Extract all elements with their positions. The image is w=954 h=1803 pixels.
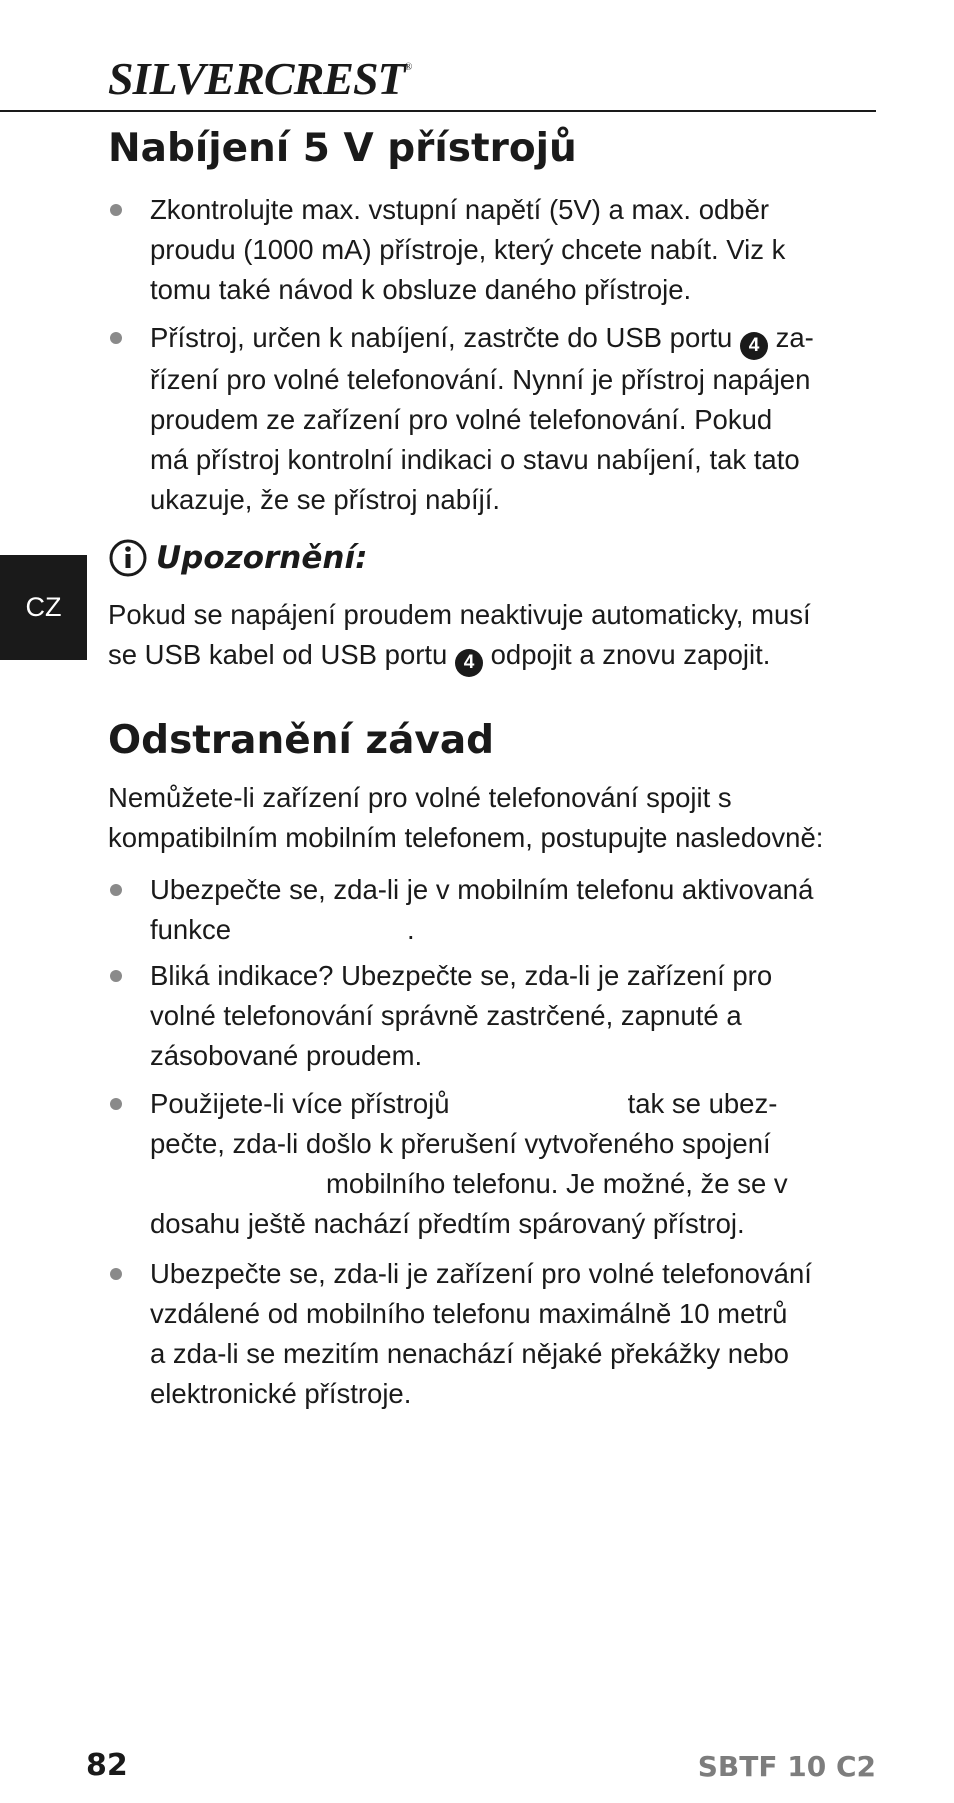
bullet-dot bbox=[110, 204, 122, 216]
port-number-badge: 4 bbox=[740, 332, 768, 360]
list-item: Zkontrolujte max. vstupní napětí (5V) a max. odběr proudu (1000 mA) přístroje, který chcete nabít. Viz k tomu také návod k obsluze daného přístroje. bbox=[150, 194, 786, 305]
list-item: Bliká indikace? Ubezpečte se, zda-li je zařízení pro volné telefonování správně zastrčené, zapnuté a zásobované proudem. bbox=[150, 960, 773, 1071]
port-number-badge: 4 bbox=[455, 649, 483, 677]
intro-text: Nemůžete-li zařízení pro volné telefonování spojit s kompatibilním mobilním telefonem, postupujte nasledovně: bbox=[108, 782, 824, 853]
note-text: Pokud se napájení proudem neaktivuje automaticky, musí se USB kabel od USB portu 4 odpojit a znovu zapojit. bbox=[108, 595, 868, 677]
bullet-dot bbox=[110, 970, 122, 982]
bullet-dot bbox=[110, 1268, 122, 1280]
bullet-dot bbox=[110, 1098, 122, 1110]
note-heading: Upozornění: bbox=[108, 538, 367, 578]
info-icon bbox=[108, 538, 148, 578]
section-title-troubleshooting: Odstranění závad bbox=[108, 718, 495, 763]
list-item: Ubezpečte se, zda-li je zařízení pro volné telefonování vzdálené od mobilního telefonu maximálně 10 metrů a zda-li se mezitím nenachází nějaké překážky nebo elektronické přístroje. bbox=[150, 1258, 812, 1409]
header-rule bbox=[0, 110, 876, 112]
list-item: Použijete-li více přístrojů tak se ubez- pečte, zda-li došlo k přerušení vytvořeného spojení mobilního telefonu. Je možné, že se v dosahu ještě nachází předtím spárovaný přístroj. bbox=[150, 1088, 788, 1239]
list-item: Ubezpečte se, zda-li je v mobilním telefonu aktivovaná funkce . bbox=[150, 874, 814, 945]
section-title-charging: Nabíjení 5 V přístrojů bbox=[108, 126, 577, 171]
page-number: 82 bbox=[86, 1748, 128, 1783]
language-tab: CZ bbox=[0, 555, 87, 660]
model-number: SBTF 10 C2 bbox=[697, 1750, 876, 1783]
bullet-dot bbox=[110, 332, 122, 344]
brand-logo: SILVERCREST® bbox=[108, 53, 412, 104]
bullet-dot bbox=[110, 884, 122, 896]
list-item: Přístroj, určen k nabíjení, zastrčte do USB portu 4 za- řízení pro volné telefonování. Nynní je přístroj napájen proudem ze zařízení pro volné telefonování. Pokud má přístroj kontrolní indikaci o stavu nabíjení, tak tato ukazuje, že se přístroj nabíjí. bbox=[150, 322, 814, 515]
